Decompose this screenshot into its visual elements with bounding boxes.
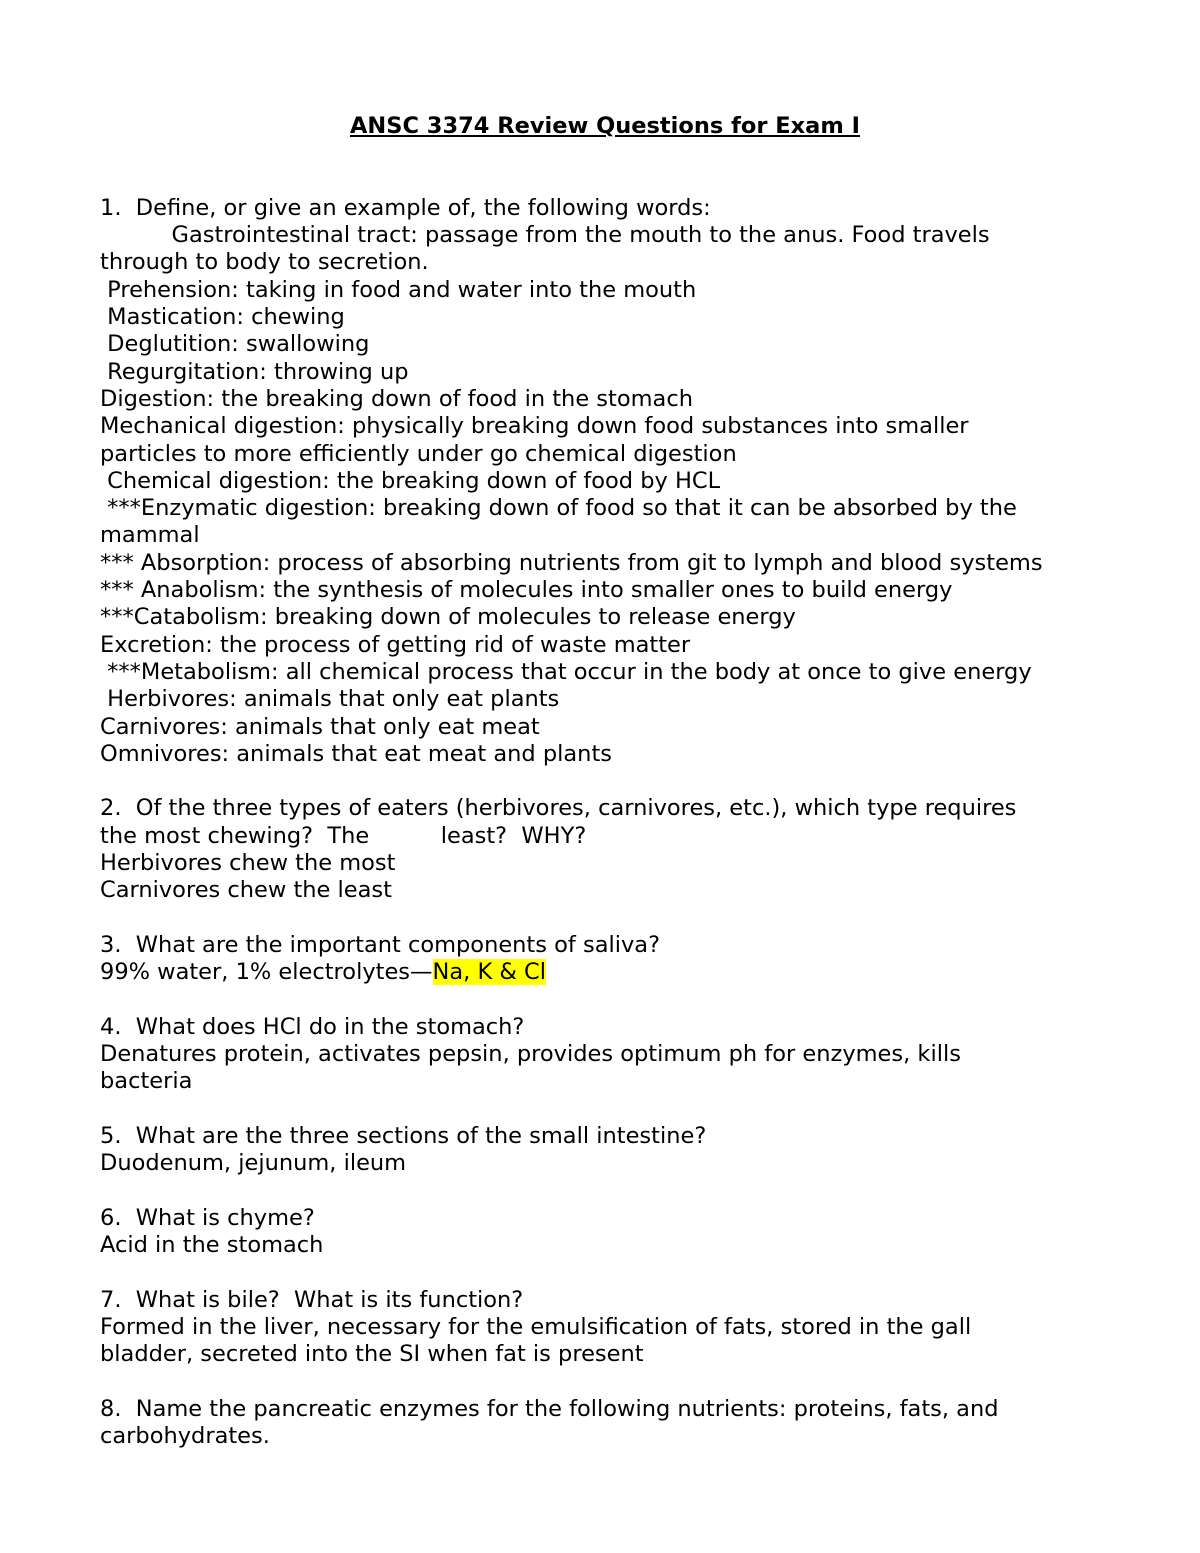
question-8: [100, 1396, 1110, 1451]
spacer: [100, 987, 1110, 1014]
spacer: [100, 905, 1110, 932]
question-2: [100, 795, 1110, 904]
definition-line: Mastication: chewing: [100, 304, 345, 331]
definition-line: Gastrointestinal tract: passage from the mouth to the anus. Food travels: [100, 222, 990, 249]
definition-line: Carnivores: animals that only eat meat: [100, 713, 540, 740]
question-4: [100, 1014, 1110, 1096]
question-text: carbohydrates.: [100, 1423, 270, 1450]
question-6: [100, 1205, 1110, 1260]
definition-line: Mechanical digestion: physically breaking down food substances into smaller: [100, 413, 969, 440]
definition-line: Digestion: the breaking down of food in the stomach: [100, 385, 693, 412]
answer-text: bacteria: [100, 1068, 193, 1095]
spacer: [100, 1178, 1110, 1205]
definition-line: ***Catabolism: breaking down of molecules to release energy: [100, 604, 796, 631]
question-text: the most chewing? The least? WHY?: [100, 822, 587, 849]
answer-text: Formed in the liver, necessary for the emulsification of fats, stored in the gall: [100, 1314, 972, 1341]
question-text: 8. Name the pancreatic enzymes for the following nutrients: proteins, fats, and: [100, 1395, 999, 1422]
question-text: 2. Of the three types of eaters (herbivores, carnivores, etc.), which type requires: [100, 795, 1017, 822]
answer-text: Duodenum, jejunum, ileum: [100, 1150, 407, 1177]
answer-text: Denatures protein, activates pepsin, provides optimum ph for enzymes, kills: [100, 1041, 961, 1068]
definition-line: Deglutition: swallowing: [100, 331, 370, 358]
highlighted-answer: Na, K & Cl: [432, 959, 547, 986]
definition-line: Prehension: taking in food and water into the mouth: [100, 276, 697, 303]
question-7: [100, 1287, 1110, 1369]
spacer: [100, 1259, 1110, 1286]
document-title: ANSC 3374 Review Questions for Exam I: [350, 113, 860, 139]
definition-line: Omnivores: animals that eat meat and plants: [100, 740, 612, 767]
spacer: [100, 768, 1110, 795]
answer-prefix: 99% water, 1% electrolytes—: [100, 959, 433, 986]
spacer: [100, 1369, 1110, 1396]
definition-line: Excretion: the process of getting rid of waste matter: [100, 631, 691, 658]
definition-line: particles to more efficiently under go chemical digestion: [100, 440, 737, 467]
definition-line: Chemical digestion: the breaking down of food by HCL: [100, 467, 721, 494]
answer-text: bladder, secreted into the SI when fat is present: [100, 1341, 644, 1368]
definition-line: through to body to secretion.: [100, 249, 429, 276]
question-1: [100, 195, 1110, 768]
definition-line: mammal: [100, 522, 200, 549]
question-text: 3. What are the important components of saliva?: [100, 931, 661, 958]
answer-text: [100, 959, 1110, 986]
answer-text: Carnivores chew the least: [100, 877, 392, 904]
definition-line: ***Enzymatic digestion: breaking down of food so that it can be absorbed by the: [100, 495, 1017, 522]
document-page: [100, 113, 1110, 1451]
question-text: 7. What is bile? What is its function?: [100, 1286, 524, 1313]
answer-text: Herbivores chew the most: [100, 850, 396, 877]
answer-text: Acid in the stomach: [100, 1232, 324, 1259]
definition-line: *** Anabolism: the synthesis of molecules into smaller ones to build energy: [100, 577, 953, 604]
question-text: 1. Define, or give an example of, the following words:: [100, 194, 711, 221]
definition-line: ***Metabolism: all chemical process that occur in the body at once to give energy: [100, 658, 1032, 685]
definition-line: Regurgitation: throwing up: [100, 358, 409, 385]
question-text: 6. What is chyme?: [100, 1204, 315, 1231]
definition-line: *** Absorption: process of absorbing nutrients from git to lymph and blood systems: [100, 549, 1043, 576]
question-5: [100, 1123, 1110, 1178]
spacer: [100, 1096, 1110, 1123]
question-3: [100, 932, 1110, 987]
question-text: 5. What are the three sections of the small intestine?: [100, 1122, 707, 1149]
question-text: 4. What does HCl do in the stomach?: [100, 1013, 525, 1040]
definition-line: Herbivores: animals that only eat plants: [100, 686, 560, 713]
